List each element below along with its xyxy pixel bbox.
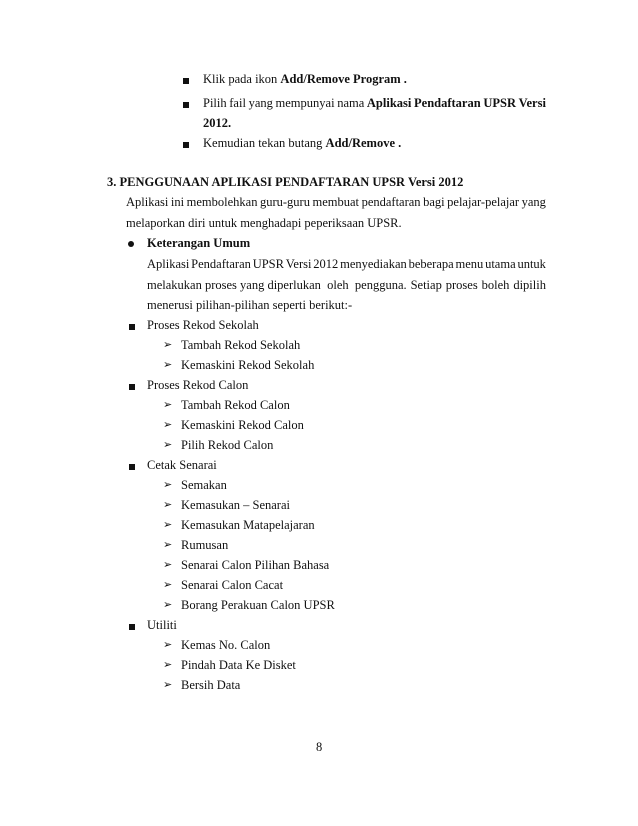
bullet-square-icon — [183, 142, 189, 148]
arrow-bullet-icon: ➢ — [163, 559, 173, 571]
intro-line: melaporkan diri untuk menghadapi peperiksaan UPSR. — [126, 216, 402, 230]
bullet-square-icon — [183, 102, 189, 108]
page-number: 8 — [316, 740, 323, 754]
para-word: UPSR — [252, 257, 284, 271]
menu-item: Bersih Data — [181, 678, 241, 692]
arrow-bullet-icon: ➢ — [163, 539, 173, 551]
menu-item: Kemasukan – Senarai — [181, 498, 290, 512]
step-word: UPSR — [483, 96, 516, 110]
arrow-bullet-icon: ➢ — [163, 479, 173, 491]
para-line: menerusi pilihan-pilihan seperti berikut:- — [147, 298, 353, 312]
intro-word: pelajar-pelajar — [447, 195, 520, 209]
install-step — [203, 96, 546, 111]
para-word: menyediakan — [340, 257, 407, 271]
arrow-bullet-icon: ➢ — [163, 599, 173, 611]
step-word: fail — [229, 96, 246, 110]
menu-item: Kemas No. Calon — [181, 638, 271, 652]
menu-item: Pindah Data Ke Disket — [181, 658, 296, 672]
bullet-square-icon — [129, 324, 135, 330]
subheading: Keterangan Umum — [147, 236, 251, 250]
arrow-bullet-icon: ➢ — [163, 659, 173, 671]
arrow-bullet-icon: ➢ — [163, 339, 173, 351]
arrow-bullet-icon: ➢ — [163, 419, 173, 431]
bullet-dot-icon — [128, 241, 134, 247]
step-word: Aplikasi — [366, 96, 412, 110]
menu-title: Proses Rekod Sekolah — [147, 318, 259, 332]
arrow-bullet-icon: ➢ — [163, 579, 173, 591]
menu-item: Tambah Rekod Calon — [181, 398, 290, 412]
menu-item: Kemasukan Matapelajaran — [181, 518, 315, 532]
para-word: Pendaftaran — [191, 257, 251, 271]
para-word: proses — [445, 278, 478, 292]
step-word: nama — [337, 96, 365, 110]
para-word: Aplikasi — [147, 257, 190, 271]
para-line — [147, 278, 546, 293]
para-word: Setiap — [410, 278, 442, 292]
para-word: boleh — [481, 278, 510, 292]
menu-item: Pilih Rekod Calon — [181, 438, 274, 452]
menu-item: Semakan — [181, 478, 227, 492]
para-word: beberapa — [408, 257, 454, 271]
menu-item: Tambah Rekod Sekolah — [181, 338, 301, 352]
arrow-bullet-icon: ➢ — [163, 639, 173, 651]
menu-item: Senarai Calon Pilihan Bahasa — [181, 558, 330, 572]
step-word: Pendaftaran — [414, 96, 481, 110]
intro-word: yang — [521, 195, 546, 209]
bullet-square-icon — [129, 384, 135, 390]
menu-item: Rumusan — [181, 538, 229, 552]
intro-word: membolehkan — [186, 195, 258, 209]
step-word: mempunyai — [275, 96, 335, 110]
arrow-bullet-icon: ➢ — [163, 399, 173, 411]
section-heading: 3. PENGGUNAAN APLIKASI PENDAFTARAN UPSR Versi 2012 — [107, 175, 464, 189]
bullet-square-icon — [129, 464, 135, 470]
menu-item: Senarai Calon Cacat — [181, 578, 284, 592]
para-word: menu — [455, 257, 484, 271]
para-word: Versi — [285, 257, 312, 271]
para-word: 2012 — [313, 257, 339, 271]
para-word: untuk — [517, 257, 546, 271]
install-step-continuation: 2012. — [203, 116, 232, 130]
step-word: Versi — [518, 96, 546, 110]
arrow-bullet-icon: ➢ — [163, 499, 173, 511]
intro-word: Aplikasi — [126, 195, 169, 209]
menu-title: Proses Rekod Calon — [147, 378, 249, 392]
para-line — [147, 257, 546, 272]
intro-word: guru-guru — [259, 195, 310, 209]
intro-word: bagi — [423, 195, 445, 209]
install-step: Klik pada ikon Add/Remove Program . — [203, 72, 407, 86]
menu-item: Borang Perakuan Calon UPSR — [181, 598, 335, 612]
arrow-bullet-icon: ➢ — [163, 439, 173, 451]
step-word: yang — [248, 96, 273, 110]
menu-item: Kemaskini Rekod Calon — [181, 418, 304, 432]
intro-line — [126, 195, 546, 210]
para-word: utama — [485, 257, 516, 271]
arrow-bullet-icon: ➢ — [163, 359, 173, 371]
arrow-bullet-icon: ➢ — [163, 519, 173, 531]
menu-title: Cetak Senarai — [147, 458, 217, 472]
menu-item: Kemaskini Rekod Sekolah — [181, 358, 315, 372]
arrow-bullet-icon: ➢ — [163, 679, 173, 691]
menu-title: Utiliti — [147, 618, 177, 632]
bullet-square-icon — [183, 78, 189, 84]
intro-word: membuat — [312, 195, 360, 209]
install-step: Kemudian tekan butang Add/Remove . — [203, 136, 402, 150]
intro-word: pendaftaran — [361, 195, 421, 209]
step-word: Pilih — [203, 96, 227, 110]
para-word: melakukan proses yang diperlukan oleh pengguna. — [147, 278, 407, 292]
intro-word: ini — [170, 195, 185, 209]
para-word: dipilih — [513, 278, 546, 292]
bullet-square-icon — [129, 624, 135, 630]
